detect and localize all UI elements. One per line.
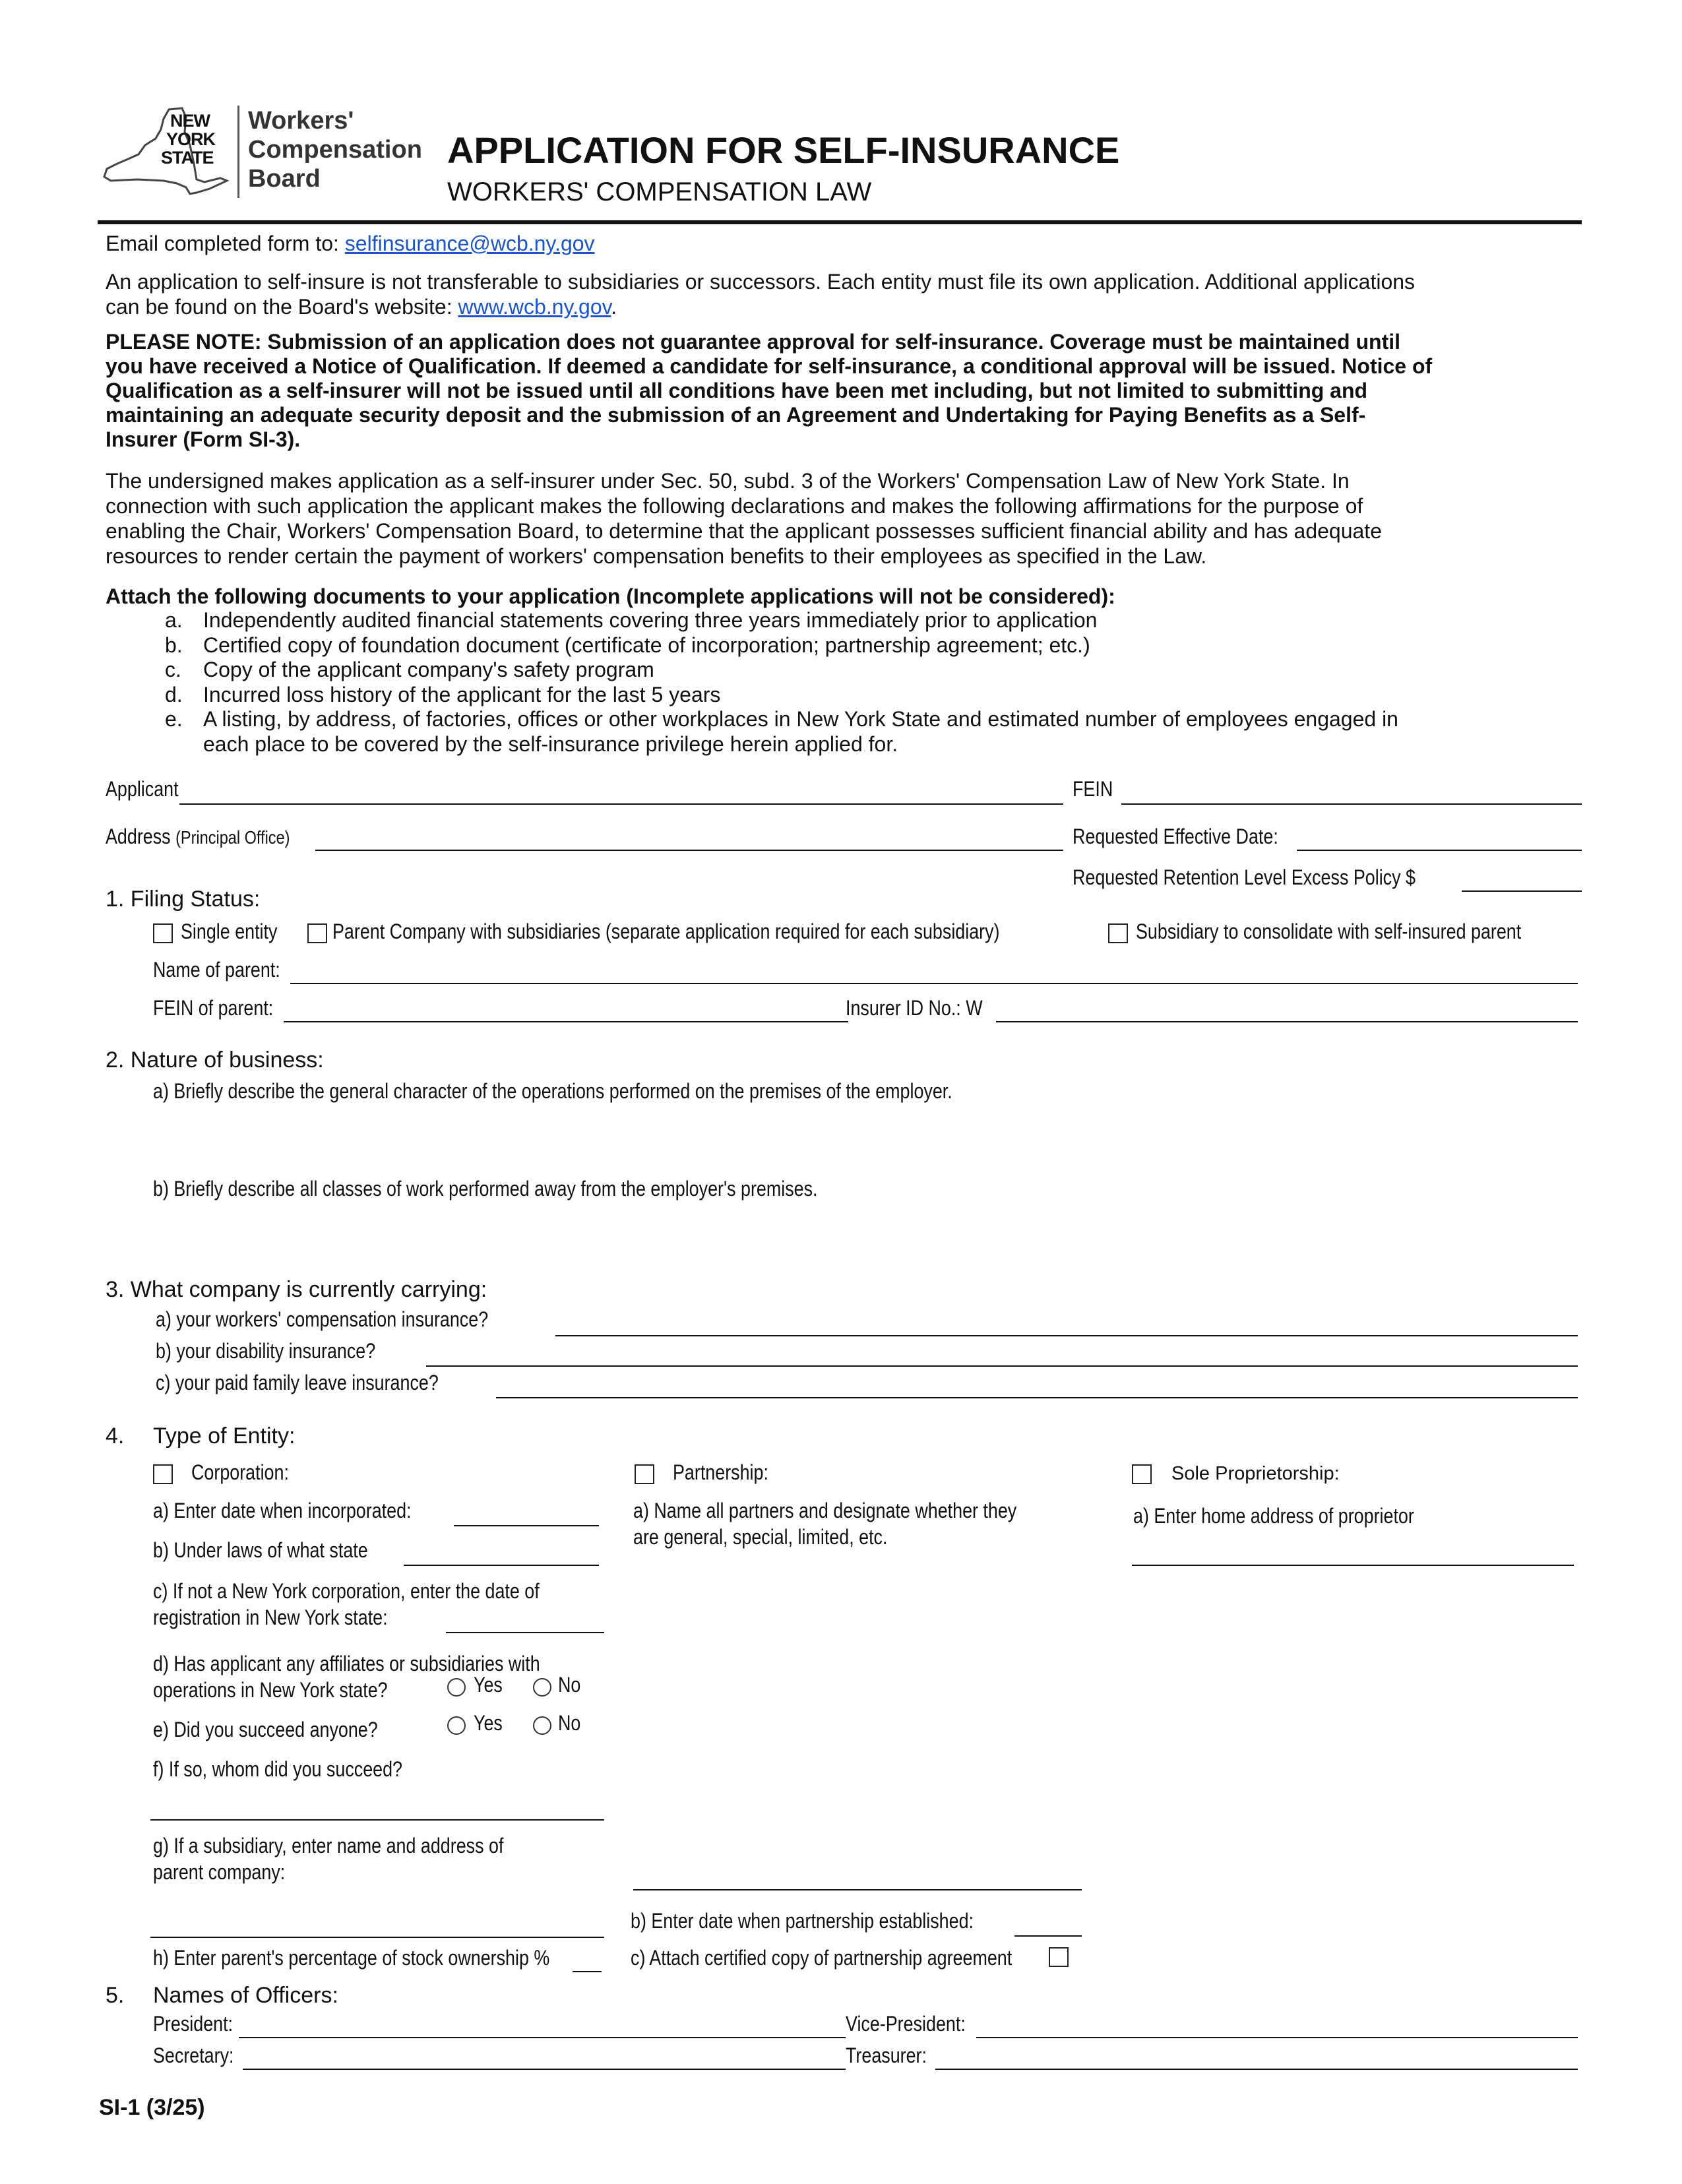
single-entity-text: Single entity xyxy=(181,920,278,943)
succeed-yes-text: Yes xyxy=(474,1711,503,1735)
insurer-id-field[interactable] xyxy=(996,1021,1578,1022)
affiliates-no-text: No xyxy=(558,1673,581,1697)
parent-name-text: Name of parent: xyxy=(153,958,280,982)
note-line: you have received a Notice of Qualification. If deemed a candidate for self-insurance, a conditional approval will be issued. Notice of xyxy=(106,354,1433,378)
section4-heading: Type of Entity: xyxy=(153,1423,296,1449)
logo-state-state: STATE xyxy=(161,148,214,168)
website-link[interactable]: www.wcb.ny.gov xyxy=(458,295,611,319)
fein-label-text: FEIN xyxy=(1073,777,1113,801)
corp-q-h-text: h) Enter parent's percentage of stock ownership % xyxy=(153,1946,550,1970)
note-line: Qualification as a self-insurer will not be issued until all conditions have been met including, but not limited to submitting and xyxy=(106,379,1368,402)
section3-q-c xyxy=(156,1371,492,1395)
applicant-label xyxy=(106,777,193,801)
parent-name-label xyxy=(153,958,304,982)
section2-q-a xyxy=(153,1079,1105,1104)
partnership-checkbox[interactable] xyxy=(635,1464,654,1484)
partnership-q-a1 xyxy=(633,1499,1090,1523)
workers-comp-carrier-field[interactable] xyxy=(555,1335,1578,1336)
attach-text: Independently audited financial statements covering three years immediately prior to application xyxy=(203,608,1098,632)
note-line: Insurer (Form SI-3). xyxy=(106,427,301,451)
transfer-line2 xyxy=(106,294,1415,319)
parent-company-checkbox[interactable] xyxy=(307,923,327,943)
vice-president-field[interactable] xyxy=(976,2037,1578,2038)
logo-divider xyxy=(237,106,239,198)
corp-q-g2-text: parent company: xyxy=(153,1860,286,1884)
partnership-q-c-text: c) Attach certified copy of partnership agreement xyxy=(631,1946,1012,1970)
email-line xyxy=(106,231,595,256)
sole-q-a xyxy=(1133,1504,1468,1528)
logo-state-york: YORK xyxy=(166,129,216,149)
corp-q-g1-text: g) If a subsidiary, enter name and address of xyxy=(153,1834,504,1857)
attach-text: Incurred loss history of the applicant for the last 5 years xyxy=(203,682,721,706)
attach-letter: e. xyxy=(165,707,183,731)
off-premises-description-area[interactable] xyxy=(153,1206,1578,1272)
corp-q-b xyxy=(153,1538,409,1563)
partnership-q-b-text: b) Enter date when partnership established: xyxy=(631,1909,974,1933)
declaration-line: enabling the Chair, Workers' Compensation Board, to determine that the applicant possesses sufficient financial ability and has adequate xyxy=(106,519,1382,543)
corp-q-d2-text: operations in New York state? xyxy=(153,1678,388,1702)
disability-carrier-field[interactable] xyxy=(426,1365,1578,1367)
note-line: maintaining an adequate security deposit and the submission of an Agreement and Undertaking for Paying Benefits as a Self- xyxy=(106,403,1366,427)
operations-description-area[interactable] xyxy=(153,1108,1578,1171)
page-subtitle: WORKERS' COMPENSATION LAW xyxy=(447,177,872,206)
section3-q-a xyxy=(156,1307,551,1332)
proprietor-address-field[interactable] xyxy=(1132,1565,1574,1566)
effective-date-field[interactable] xyxy=(1297,850,1582,851)
partnership-q-b xyxy=(631,1909,1039,1933)
address-label xyxy=(106,825,325,849)
section2-q-a-text: a) Briefly describe the general character of the operations performed on the premises of the employer. xyxy=(153,1079,952,1103)
section5-number: 5. xyxy=(106,1983,125,2008)
ny-registration-date-field[interactable] xyxy=(446,1632,604,1633)
parent-company-text: Parent Company with subsidiaries (separate application required for each subsidiary) xyxy=(332,920,1000,943)
attach-text: Certified copy of foundation document (certificate of incorporation; partnership agreement; etc.) xyxy=(203,633,1090,657)
partnership-q-a2 xyxy=(633,1525,936,1549)
logo-org-line3: Board xyxy=(248,165,321,193)
parent-fein-label xyxy=(153,996,296,1020)
header-rule xyxy=(98,220,1582,224)
sole-proprietorship-label: Sole Proprietorship: xyxy=(1171,1463,1340,1484)
corporation-checkbox[interactable] xyxy=(153,1464,173,1484)
parent-fein-text: FEIN of parent: xyxy=(153,996,274,1020)
section2-heading: 2. Nature of business: xyxy=(106,1047,324,1073)
partnership-date-field[interactable] xyxy=(1014,1935,1082,1937)
insurer-id-label xyxy=(846,996,1009,1020)
partnership-q-a2-text: are general, special, limited, etc. xyxy=(633,1525,888,1549)
secretary-field[interactable] xyxy=(243,2069,846,2070)
insurer-id-text: Insurer ID No.: W xyxy=(846,996,983,1020)
email-prefix: Email completed form to: xyxy=(106,232,339,255)
partnership-agreement-checkbox[interactable] xyxy=(1049,1947,1069,1967)
logo-org-line2: Compensation xyxy=(248,136,422,164)
subsidiary-text: Subsidiary to consolidate with self-insured parent xyxy=(1136,920,1522,943)
transfer-line2-prefix: can be found on the Board's website: xyxy=(106,295,452,319)
succeed-no-text: No xyxy=(558,1711,581,1735)
corp-q-c2-text: registration in New York state: xyxy=(153,1606,388,1629)
corp-q-c1 xyxy=(153,1579,613,1604)
declaration-line: connection with such application the applicant makes the following declarations and makes the following affirmations for the purpose of xyxy=(106,494,1363,518)
applicant-field[interactable] xyxy=(179,803,1063,805)
please-note-paragraph xyxy=(106,330,1432,452)
transfer-paragraph xyxy=(106,269,1415,319)
section3-q-b-text: b) your disability insurance? xyxy=(156,1339,376,1363)
effective-date-label-text: Requested Effective Date: xyxy=(1073,825,1278,848)
logo-state-new: NEW xyxy=(170,111,210,131)
corporation-text: Corporation: xyxy=(191,1460,289,1484)
treasurer-field[interactable] xyxy=(935,2069,1578,2070)
parent-company-address-field[interactable] xyxy=(150,1937,604,1938)
form-id: SI-1 (3/25) xyxy=(99,2095,205,2120)
retention-label-text: Requested Retention Level Excess Policy $ xyxy=(1073,865,1416,889)
sole-q-a-text: a) Enter home address of proprietor xyxy=(1133,1504,1414,1528)
succeed-yes-radio[interactable] xyxy=(447,1716,466,1735)
succeed-yes-label xyxy=(474,1711,508,1735)
corp-q-e-text: e) Did you succeed anyone? xyxy=(153,1718,378,1741)
attach-item xyxy=(165,707,1398,732)
subsidiary-checkbox[interactable] xyxy=(1108,923,1128,943)
sole-proprietorship-checkbox[interactable] xyxy=(1132,1464,1152,1484)
attach-item xyxy=(165,608,1398,633)
corporation-label xyxy=(191,1460,307,1485)
fein-field[interactable] xyxy=(1121,803,1582,805)
succeed-no-label xyxy=(558,1711,585,1735)
effective-date-label xyxy=(1073,825,1317,849)
declaration-paragraph xyxy=(106,468,1382,569)
retention-label xyxy=(1073,865,1481,890)
partners-list-area[interactable] xyxy=(633,1554,1082,1884)
email-link[interactable]: selfinsurance@wcb.ny.gov xyxy=(344,232,595,255)
single-entity-checkbox[interactable] xyxy=(153,923,173,943)
corp-q-h xyxy=(153,1946,625,1970)
secretary-text: Secretary: xyxy=(153,2044,234,2067)
attach-item xyxy=(165,633,1398,658)
declaration-line: resources to render certain the payment of workers' compensation benefits to their employees as specified in the Law. xyxy=(106,544,1207,568)
address-sub-text: (Principal Office) xyxy=(175,827,290,848)
pfl-carrier-field[interactable] xyxy=(496,1397,1578,1398)
partners-list-line[interactable] xyxy=(633,1889,1082,1890)
attach-item xyxy=(165,658,1398,683)
subsidiary-label xyxy=(1136,920,1594,944)
corp-q-e xyxy=(153,1718,421,1742)
transfer-line2-suffix: . xyxy=(611,295,617,319)
affiliates-yes-label xyxy=(474,1673,508,1697)
attach-item xyxy=(165,683,1398,708)
affiliates-no-radio[interactable] xyxy=(533,1678,551,1697)
transfer-line1: An application to self-insure is not transferable to subsidiaries or successors. Each entity must file its own application. Additional applications xyxy=(106,270,1416,294)
parent-company-label xyxy=(332,920,1127,944)
treasurer-label xyxy=(846,2044,942,2068)
corp-q-d1-text: d) Has applicant any affiliates or subsidiaries with xyxy=(153,1652,540,1675)
incorporation-date-field[interactable] xyxy=(454,1525,599,1526)
section3-heading: 3. What company is currently carrying: xyxy=(106,1277,487,1302)
president-label xyxy=(153,2012,248,2036)
nys-logo xyxy=(98,106,427,198)
corp-q-b-text: b) Under laws of what state xyxy=(153,1538,368,1562)
section3-q-a-text: a) your workers' compensation insurance? xyxy=(156,1307,489,1331)
corp-q-g2 xyxy=(153,1860,310,1885)
president-text: President: xyxy=(153,2012,234,2036)
affiliates-no-label xyxy=(558,1673,585,1697)
corp-q-g1 xyxy=(153,1834,571,1858)
attach-text: A listing, by address, of factories, offices or other workplaces in New York State and estimated number of employees engaged in xyxy=(203,707,1398,731)
partnership-q-c xyxy=(631,1946,1084,1970)
president-field[interactable] xyxy=(239,2037,846,2038)
attach-list xyxy=(165,608,1398,757)
corp-q-d1 xyxy=(153,1652,613,1676)
attach-letter: d. xyxy=(165,682,183,706)
attach-letter: c. xyxy=(165,658,181,681)
vice-president-label xyxy=(846,2012,988,2036)
section3-q-b xyxy=(156,1339,418,1363)
note-line: PLEASE NOTE: Submission of an application does not guarantee approval for self-insurance. Coverage must be maintained until xyxy=(106,330,1400,354)
retention-field[interactable] xyxy=(1462,890,1582,892)
section2-q-b xyxy=(153,1177,944,1201)
corp-q-c1-text: c) If not a New York corporation, enter the date of xyxy=(153,1579,540,1603)
corp-q-a-text: a) Enter date when incorporated: xyxy=(153,1499,412,1522)
section2-q-b-text: b) Briefly describe all classes of work performed away from the employer's premises. xyxy=(153,1177,818,1201)
logo-org-line1: Workers' xyxy=(248,107,354,135)
fein-label xyxy=(1073,777,1121,801)
secretary-label xyxy=(153,2044,249,2068)
partnership-label xyxy=(673,1460,787,1485)
section4-number: 4. xyxy=(106,1423,125,1449)
attach-letter: a. xyxy=(165,608,183,632)
parent-name-field[interactable] xyxy=(290,983,1578,984)
affiliates-yes-text: Yes xyxy=(474,1673,503,1697)
parent-fein-field[interactable] xyxy=(284,1021,848,1022)
partnership-text: Partnership: xyxy=(673,1460,768,1484)
succeeded-whom-field[interactable] xyxy=(150,1819,604,1821)
stock-ownership-field[interactable] xyxy=(573,1971,602,1972)
declaration-line: The undersigned makes application as a self-insurer under Sec. 50, subd. 3 of the Workers' Compensation Law of New York State. In xyxy=(106,469,1350,493)
corp-q-f-text: f) If so, whom did you succeed? xyxy=(153,1757,402,1781)
attach-heading: Attach the following documents to your application (Incomplete applications will not be considered): xyxy=(106,584,1115,608)
address-field[interactable] xyxy=(315,850,1063,851)
section1-heading: 1. Filing Status: xyxy=(106,887,261,912)
attach-letter: b. xyxy=(165,633,183,657)
attach-item-cont xyxy=(165,732,1398,757)
corp-q-a xyxy=(153,1499,460,1523)
vice-president-text: Vice-President: xyxy=(846,2012,966,2036)
applicant-label-text: Applicant xyxy=(106,777,179,801)
section5-heading: Names of Officers: xyxy=(153,1983,338,2008)
state-of-laws-field[interactable] xyxy=(404,1565,599,1566)
address-label-text: Address xyxy=(106,825,171,848)
partnership-q-a1-text: a) Name all partners and designate whether they xyxy=(633,1499,1017,1522)
succeed-no-radio[interactable] xyxy=(533,1716,551,1735)
affiliates-yes-radio[interactable] xyxy=(447,1678,466,1697)
section3-q-c-text: c) your paid family leave insurance? xyxy=(156,1371,439,1394)
attach-text: each place to be covered by the self-insurance privilege herein applied for. xyxy=(203,732,898,756)
corp-q-c2 xyxy=(153,1606,432,1630)
attach-text: Copy of the applicant company's safety program xyxy=(203,658,654,681)
corp-q-d2 xyxy=(153,1678,432,1702)
single-entity-label xyxy=(181,920,296,944)
treasurer-text: Treasurer: xyxy=(846,2044,927,2067)
corp-q-f xyxy=(153,1757,450,1782)
page-title: APPLICATION FOR SELF-INSURANCE xyxy=(447,129,1120,171)
